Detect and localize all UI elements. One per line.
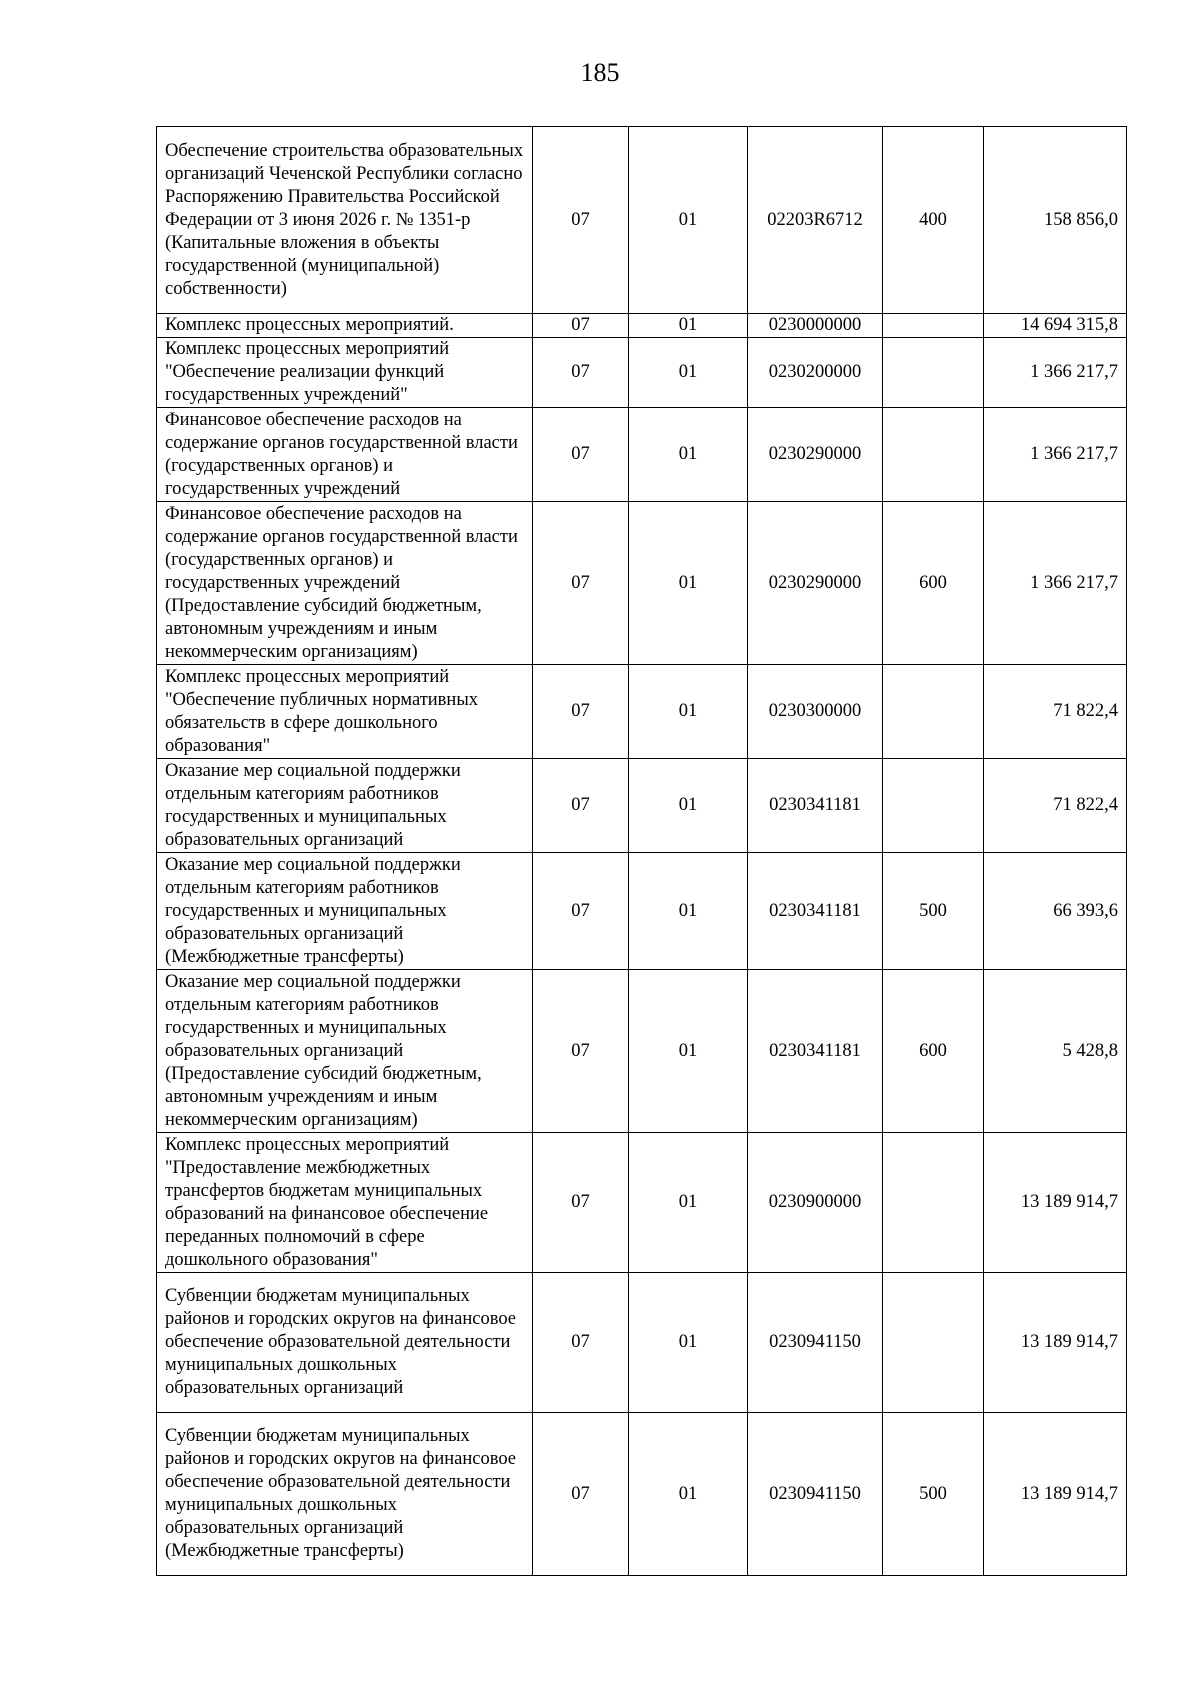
row-target-code: 0230000000 — [748, 314, 883, 338]
row-section: 07 — [533, 314, 629, 338]
budget-table — [156, 126, 1127, 1576]
row-target-code: 0230900000 — [748, 1133, 883, 1273]
row-name: Обеспечение строительства образовательных организаций Чеченской Республики согласно Распоряжению Правительства Российской Федерации от 3 июня 2026 г. № 1351-р (Капитальные вложения в объекты государственной (муниципальной) собственности) — [157, 127, 533, 314]
row-expense-type — [883, 1273, 984, 1413]
row-subsection: 01 — [629, 338, 748, 408]
row-name: Комплекс процессных мероприятий "Обеспечение публичных нормативных обязательств в сфере дошкольного образования" — [157, 665, 533, 759]
table-row — [157, 665, 1127, 759]
row-name: Оказание мер социальной поддержки отдельным категориям работников государственных и муниципальных образовательных организаций (Межбюджетные трансферты) — [157, 853, 533, 970]
row-subsection: 01 — [629, 759, 748, 853]
table-row — [157, 338, 1127, 408]
row-name: Комплекс процессных мероприятий "Обеспечение реализации функций государственных учреждений" — [157, 338, 533, 408]
row-target-code: 02203R6712 — [748, 127, 883, 314]
table-row — [157, 502, 1127, 665]
row-expense-type: 600 — [883, 502, 984, 665]
row-expense-type — [883, 759, 984, 853]
table-row — [157, 970, 1127, 1133]
row-amount: 14 694 315,8 — [984, 314, 1127, 338]
row-target-code: 0230941150 — [748, 1273, 883, 1413]
row-target-code: 0230341181 — [748, 970, 883, 1133]
row-amount: 66 393,6 — [984, 853, 1127, 970]
row-subsection: 01 — [629, 970, 748, 1133]
row-expense-type — [883, 1133, 984, 1273]
row-expense-type: 600 — [883, 970, 984, 1133]
table-row — [157, 314, 1127, 338]
row-name: Субвенции бюджетам муниципальных районов и городских округов на финансовое обеспечение образовательной деятельности муниципальных дошкольных образовательных организаций — [157, 1273, 533, 1413]
row-subsection: 01 — [629, 502, 748, 665]
row-expense-type: 400 — [883, 127, 984, 314]
row-amount: 71 822,4 — [984, 759, 1127, 853]
row-target-code: 0230341181 — [748, 759, 883, 853]
row-section: 07 — [533, 338, 629, 408]
row-expense-type: 500 — [883, 1413, 984, 1576]
row-section: 07 — [533, 970, 629, 1133]
row-section: 07 — [533, 759, 629, 853]
row-name: Оказание мер социальной поддержки отдельным категориям работников государственных и муниципальных образовательных организаций (Предоставление субсидий бюджетным, автономным учреждениям и иным некоммерческим организациям) — [157, 970, 533, 1133]
table-row — [157, 1413, 1127, 1576]
row-expense-type — [883, 314, 984, 338]
row-section: 07 — [533, 502, 629, 665]
row-target-code: 0230300000 — [748, 665, 883, 759]
row-amount: 1 366 217,7 — [984, 502, 1127, 665]
row-expense-type: 500 — [883, 853, 984, 970]
row-target-code: 0230341181 — [748, 853, 883, 970]
row-subsection: 01 — [629, 408, 748, 502]
row-amount: 5 428,8 — [984, 970, 1127, 1133]
row-target-code: 0230941150 — [748, 1413, 883, 1576]
row-target-code: 0230200000 — [748, 338, 883, 408]
table-row — [157, 127, 1127, 314]
row-expense-type — [883, 665, 984, 759]
row-amount: 13 189 914,7 — [984, 1133, 1127, 1273]
row-section: 07 — [533, 1133, 629, 1273]
row-subsection: 01 — [629, 1273, 748, 1413]
row-expense-type — [883, 408, 984, 502]
row-subsection: 01 — [629, 127, 748, 314]
row-amount: 71 822,4 — [984, 665, 1127, 759]
row-name: Комплекс процессных мероприятий. — [157, 314, 533, 338]
row-section: 07 — [533, 408, 629, 502]
row-section: 07 — [533, 127, 629, 314]
row-section: 07 — [533, 853, 629, 970]
table-row — [157, 1133, 1127, 1273]
row-name: Финансовое обеспечение расходов на содержание органов государственной власти (государственных органов) и государственных учреждений — [157, 408, 533, 502]
table-row — [157, 408, 1127, 502]
row-name: Субвенции бюджетам муниципальных районов и городских округов на финансовое обеспечение образовательной деятельности муниципальных дошкольных образовательных организаций (Межбюджетные трансферты) — [157, 1413, 533, 1576]
row-subsection: 01 — [629, 1133, 748, 1273]
row-target-code: 0230290000 — [748, 502, 883, 665]
row-subsection: 01 — [629, 665, 748, 759]
row-amount: 158 856,0 — [984, 127, 1127, 314]
row-amount: 1 366 217,7 — [984, 408, 1127, 502]
row-expense-type — [883, 338, 984, 408]
row-amount: 13 189 914,7 — [984, 1273, 1127, 1413]
row-name: Финансовое обеспечение расходов на содержание органов государственной власти (государственных органов) и государственных учреждений (Предоставление субсидий бюджетным, автономным учреждениям и иным некоммерческим организациям) — [157, 502, 533, 665]
row-section: 07 — [533, 1273, 629, 1413]
row-section: 07 — [533, 665, 629, 759]
row-name: Комплекс процессных мероприятий "Предоставление межбюджетных трансфертов бюджетам муниципальных образований на финансовое обеспечение переданных полномочий в сфере дошкольного образования" — [157, 1133, 533, 1273]
row-subsection: 01 — [629, 314, 748, 338]
table-row — [157, 759, 1127, 853]
row-section: 07 — [533, 1413, 629, 1576]
page-number: 185 — [580, 58, 620, 87]
row-target-code: 0230290000 — [748, 408, 883, 502]
row-subsection: 01 — [629, 1413, 748, 1576]
table-row — [157, 853, 1127, 970]
row-subsection: 01 — [629, 853, 748, 970]
row-amount: 1 366 217,7 — [984, 338, 1127, 408]
table-row — [157, 1273, 1127, 1413]
row-name: Оказание мер социальной поддержки отдельным категориям работников государственных и муниципальных образовательных организаций — [157, 759, 533, 853]
row-amount: 13 189 914,7 — [984, 1413, 1127, 1576]
